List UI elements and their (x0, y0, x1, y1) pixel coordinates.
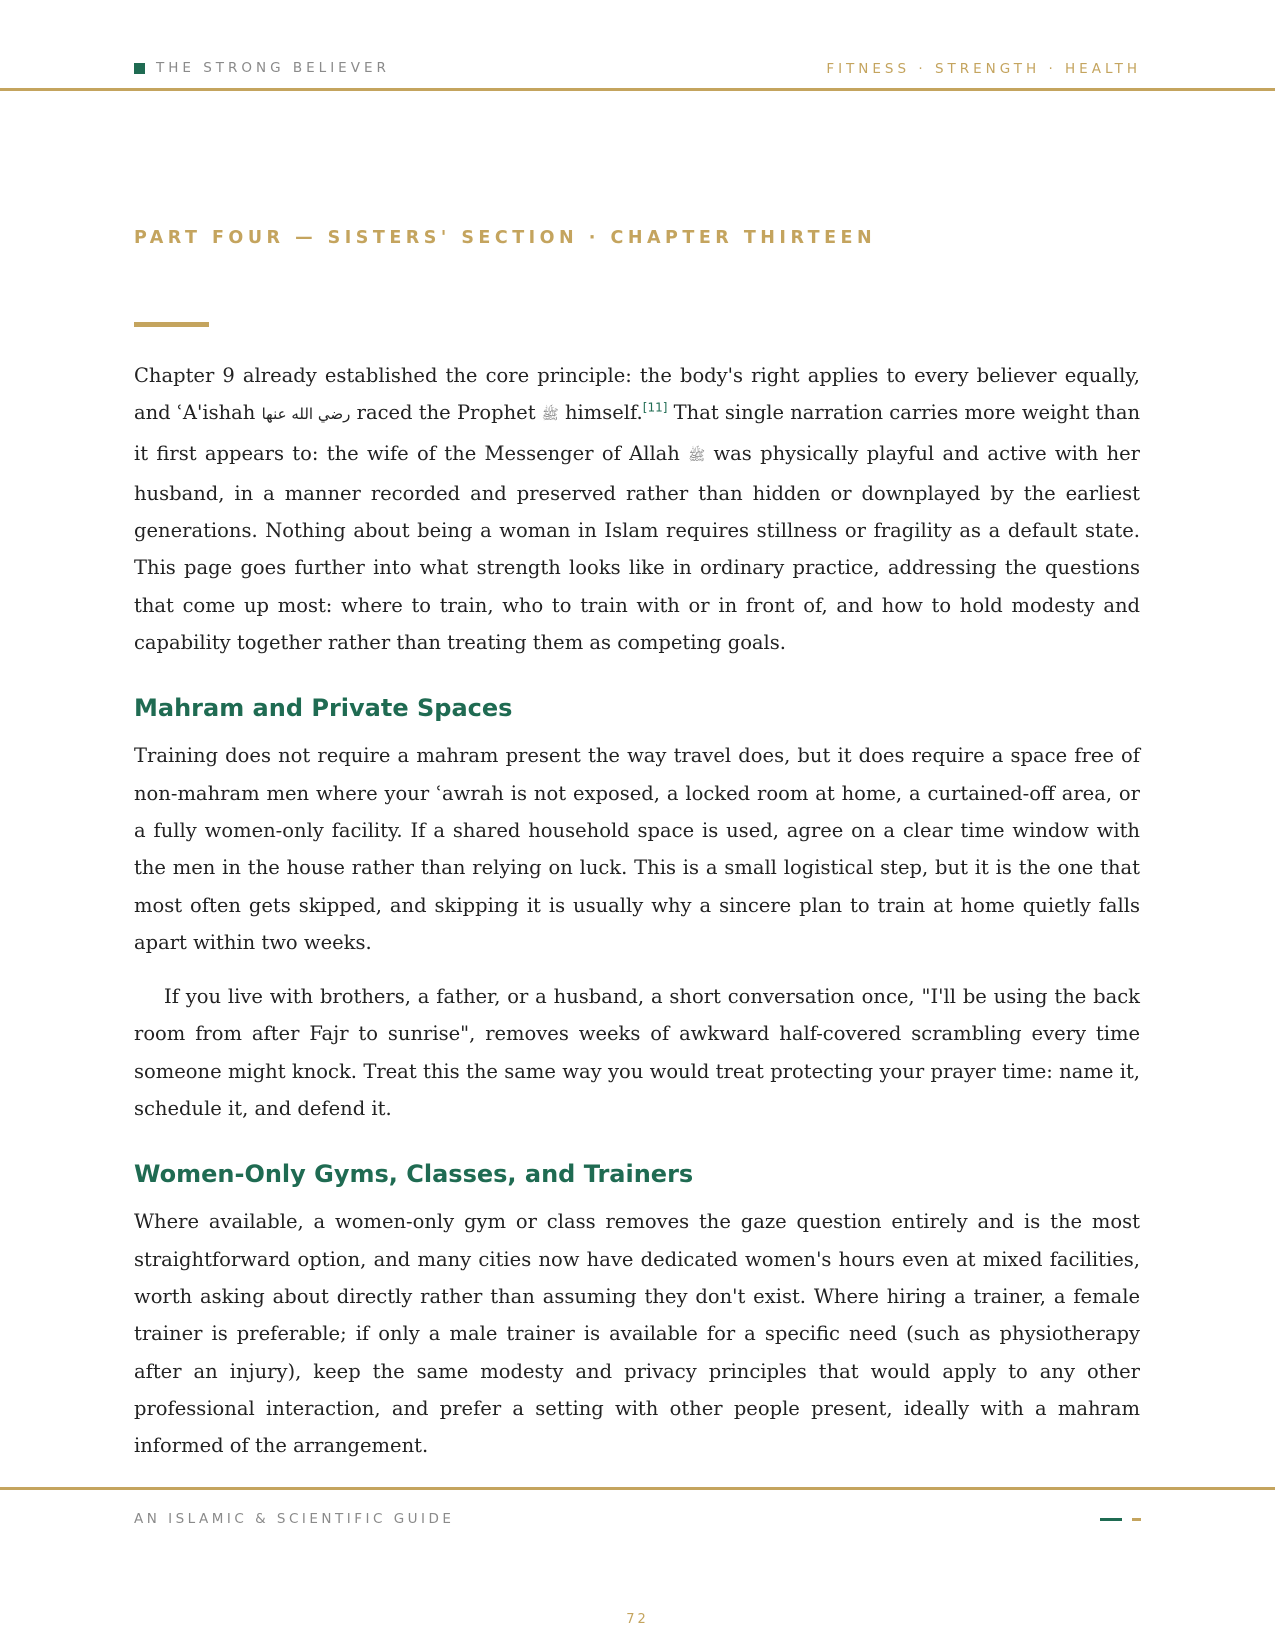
intro-text-2: raced the Prophet (350, 401, 542, 425)
running-header-left (134, 60, 390, 76)
intro-text-1: Chapter 9 already established the core principle: the body's right applies to every believer equally, and ʿA'ishah (134, 364, 1140, 425)
salawat-icon: ﷺ (688, 447, 706, 464)
book-title: THE STRONG BELIEVER (156, 60, 390, 76)
intro-text-4: That single narration carries more weight than it first appears to: the wife of the Messenger of Allah (134, 401, 1141, 465)
intro-paragraph (134, 357, 1140, 661)
body-paragraph: Where available, a women-only gym or class removes the gaze question entirely and is the most straightforward option, and many cities now have dedicated women's hours even at mixed facilities, worth asking about directly rather than assuming they don't exist. Where hiring a trainer, a female trainer is preferable; if only a male trainer is available for a specific need (such as physiotherapy after an injury), keep the same modesty and privacy principles that would apply to any other professional interaction, and prefer a setting with other people present, ideally with a mahram informed of the arrangement. (134, 1210, 1140, 1458)
section-heading: Women-Only Gyms, Classes, and Trainers (134, 1160, 694, 1189)
header-rule (0, 88, 1275, 91)
intro-text-5: was physically playful and active with her husband, in a manner recorded and preserved rather than hidden or downplayed by the earliest generations. Nothing about being a woman in Islam requires stillness or fragility as a default state. This page goes further into what strength looks like in ordinary practice, addressing the questions that come up most: where to train, who to train with or in front of, and how to hold modesty and capability together rather than treating them as competing goals. (134, 441, 1140, 655)
arabic-honorific: رضي الله عنها (261, 405, 351, 424)
intro-text-3: himself. (558, 401, 643, 425)
header-square-icon (134, 63, 145, 74)
body-paragraph: If you live with brothers, a father, or a husband, a short conversation once, "I'll be using the back room from after Fajr to sunrise", removes weeks of awkward half-covered scrambling every time someone might knock. Treat this the same way you would treat protecting your prayer time: name it, schedule it, and defend it. (134, 985, 1140, 1121)
footer-gold-mark (1132, 1518, 1141, 1521)
section-heading: Mahram and Private Spaces (134, 694, 513, 723)
footnote-ref[interactable]: [11] (642, 400, 668, 415)
footer-marks (1100, 1518, 1141, 1521)
footer-green-mark (1100, 1518, 1122, 1521)
footer-text: AN ISLAMIC & SCIENTIFIC GUIDE (134, 1511, 455, 1527)
chapter-kicker: PART FOUR — SISTERS' SECTION · CHAPTER THIRTEEN (134, 228, 877, 248)
page-content (134, 357, 1140, 1464)
page-number: 72 (626, 1612, 649, 1627)
salawat-icon: ﷺ (541, 407, 559, 424)
footer-rule (0, 1487, 1275, 1490)
accent-bar (134, 322, 209, 327)
running-header-right: FITNESS · STRENGTH · HEALTH (826, 61, 1141, 77)
body-paragraph: Training does not require a mahram present the way travel does, but it does require a space free of non-mahram men where your ʿawrah is not exposed, a locked room at home, a curtained-off area, or a fully women-only facility. If a shared household space is used, agree on a clear time window with the men in the house rather than relying on luck. This is a small logistical step, but it is the one that most often gets skipped, and skipping it is usually why a sincere plan to train at home quietly falls apart within two weeks. (134, 744, 1140, 954)
